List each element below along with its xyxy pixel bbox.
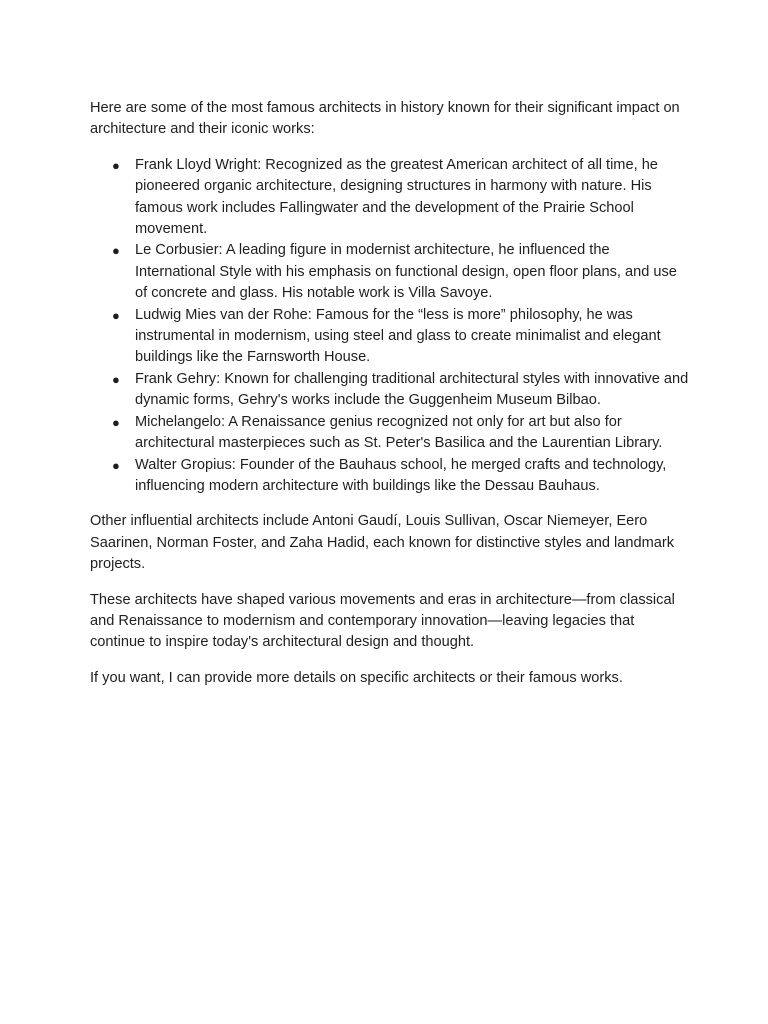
bullet-icon: ● xyxy=(112,457,120,473)
list-item-text: Frank Gehry: Known for challenging traditional architectural styles with innovative and dynamic forms, Gehry's works include the Guggenheim Museum Bilbao. xyxy=(135,370,689,409)
list-item-text: Le Corbusier: A leading figure in modernist architecture, he influenced the International Style with his emphasis on functional design, open floor plans, and use of concrete and glass. His notable work is Villa Savoye. xyxy=(135,242,677,302)
architect-list xyxy=(90,155,690,498)
bullet-icon: ● xyxy=(112,243,120,259)
list-item xyxy=(90,412,690,455)
bullet-icon: ● xyxy=(112,157,120,173)
list-item xyxy=(90,155,690,241)
bullet-icon: ● xyxy=(112,371,120,387)
bullet-icon: ● xyxy=(112,414,120,430)
list-item xyxy=(90,455,690,498)
summary-paragraph: These architects have shaped various movements and eras in architecture—from classical and Renaissance to modernism and contemporary innovation—leaving legacies that continue to inspire today's architectural design and thought. xyxy=(90,591,675,651)
others-paragraph: Other influential architects include Antoni Gaudí, Louis Sullivan, Oscar Niemeyer, Eero Saarinen, Norman Foster, and Zaha Hadid, each known for distinctive styles and landmark projects. xyxy=(90,513,675,573)
offer-paragraph: If you want, I can provide more details on specific architects or their famous works. xyxy=(90,669,623,686)
list-item-text: Frank Lloyd Wright: Recognized as the greatest American architect of all time, he pioneered organic architecture, designing structures in harmony with nature. His famous work includes Fallingwater and the development of the Prairie School movement. xyxy=(135,156,658,238)
intro-paragraph: Here are some of the most famous architects in history known for their significant impact on architecture and their iconic works: xyxy=(90,100,680,138)
list-item xyxy=(90,369,690,412)
bullet-icon: ● xyxy=(112,307,120,323)
list-item-text: Ludwig Mies van der Rohe: Famous for the “less is more” philosophy, he was instrumental in modernism, using steel and glass to create minimalist and elegant buildings like the Farnsworth House. xyxy=(135,306,661,366)
list-item-text: Michelangelo: A Renaissance genius recognized not only for art but also for architectural masterpieces such as St. Peter's Basilica and the Laurentian Library. xyxy=(135,413,663,452)
list-item-text: Walter Gropius: Founder of the Bauhaus school, he merged crafts and technology, influencing modern architecture with buildings like the Dessau Bauhaus. xyxy=(135,456,667,494)
list-item xyxy=(90,240,690,304)
list-item xyxy=(90,305,690,369)
document-body xyxy=(90,98,690,703)
